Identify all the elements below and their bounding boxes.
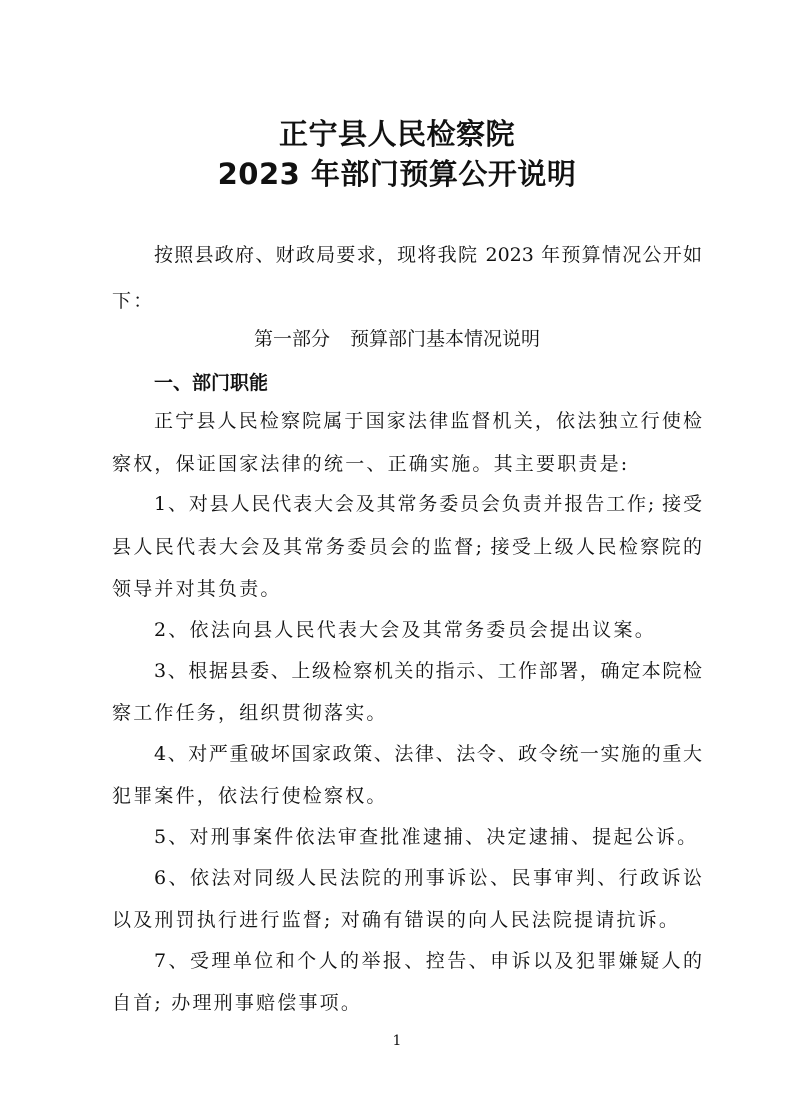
- document-title-line2: 2023 年部门预算公开说明: [217, 157, 577, 191]
- part-one-title: 预算部门基本情况说明: [350, 328, 541, 350]
- duty-item-1-line1: 1、对县人民代表大会及其常务委员会负责并报告工作; 接受: [154, 493, 702, 515]
- part-one-label: 第一部分: [253, 328, 330, 350]
- duty-item-7-line2: 自首; 办理刑事赔偿事项。: [112, 992, 363, 1014]
- duty-item-7-line1: 7、受理单位和个人的举报、控告、申诉以及犯罪嫌疑人的: [154, 950, 702, 972]
- duty-item-3-line2: 察工作任务，组织贯彻落实。: [112, 702, 388, 724]
- duty-item-1-line3: 领导并对其负责。: [112, 578, 282, 600]
- intro-text-line2: 下：: [112, 290, 155, 312]
- paragraph-line: 正宁县人民检察院属于国家法律监督机关，依法独立行使检: [154, 410, 702, 432]
- document-title-line1: 正宁县人民检察院: [278, 117, 515, 151]
- duty-item-4-line2: 犯罪案件，依法行使检察权。: [112, 785, 388, 807]
- section-heading-department-functions: 一、部门职能: [154, 372, 269, 394]
- duty-item-6-line2: 以及刑罚执行进行监督; 对确有错误的向人民法院提请抗诉。: [112, 909, 681, 931]
- page-number: 1: [392, 1033, 402, 1049]
- duty-item-1-line2: 县人民代表大会及其常务委员会的监督; 接受上级人民检察院的: [112, 536, 702, 558]
- paragraph-line: 察权，保证国家法律的统一、正确实施。其主要职责是:: [112, 453, 630, 475]
- duty-item-3-line1: 3、根据县委、上级检察机关的指示、工作部署，确定本院检: [154, 660, 702, 682]
- duty-item-4-line1: 4、对严重破坏国家政策、法律、法令、政令统一实施的重大: [154, 743, 702, 765]
- part-one-heading: [0, 327, 794, 351]
- intro-text-line1: 按照县政府、财政局要求，现将我院 2023 年预算情况公开如: [154, 244, 702, 266]
- duty-item-5-line1: 5、对刑事案件依法审查批准逮捕、决定逮捕、提起公诉。: [154, 826, 699, 848]
- duty-item-2-line1: 2、依法向县人民代表大会及其常务委员会提出议案。: [154, 619, 656, 641]
- duty-item-6-line1: 6、依法对同级人民法院的刑事诉讼、民事审判、行政诉讼: [154, 867, 702, 889]
